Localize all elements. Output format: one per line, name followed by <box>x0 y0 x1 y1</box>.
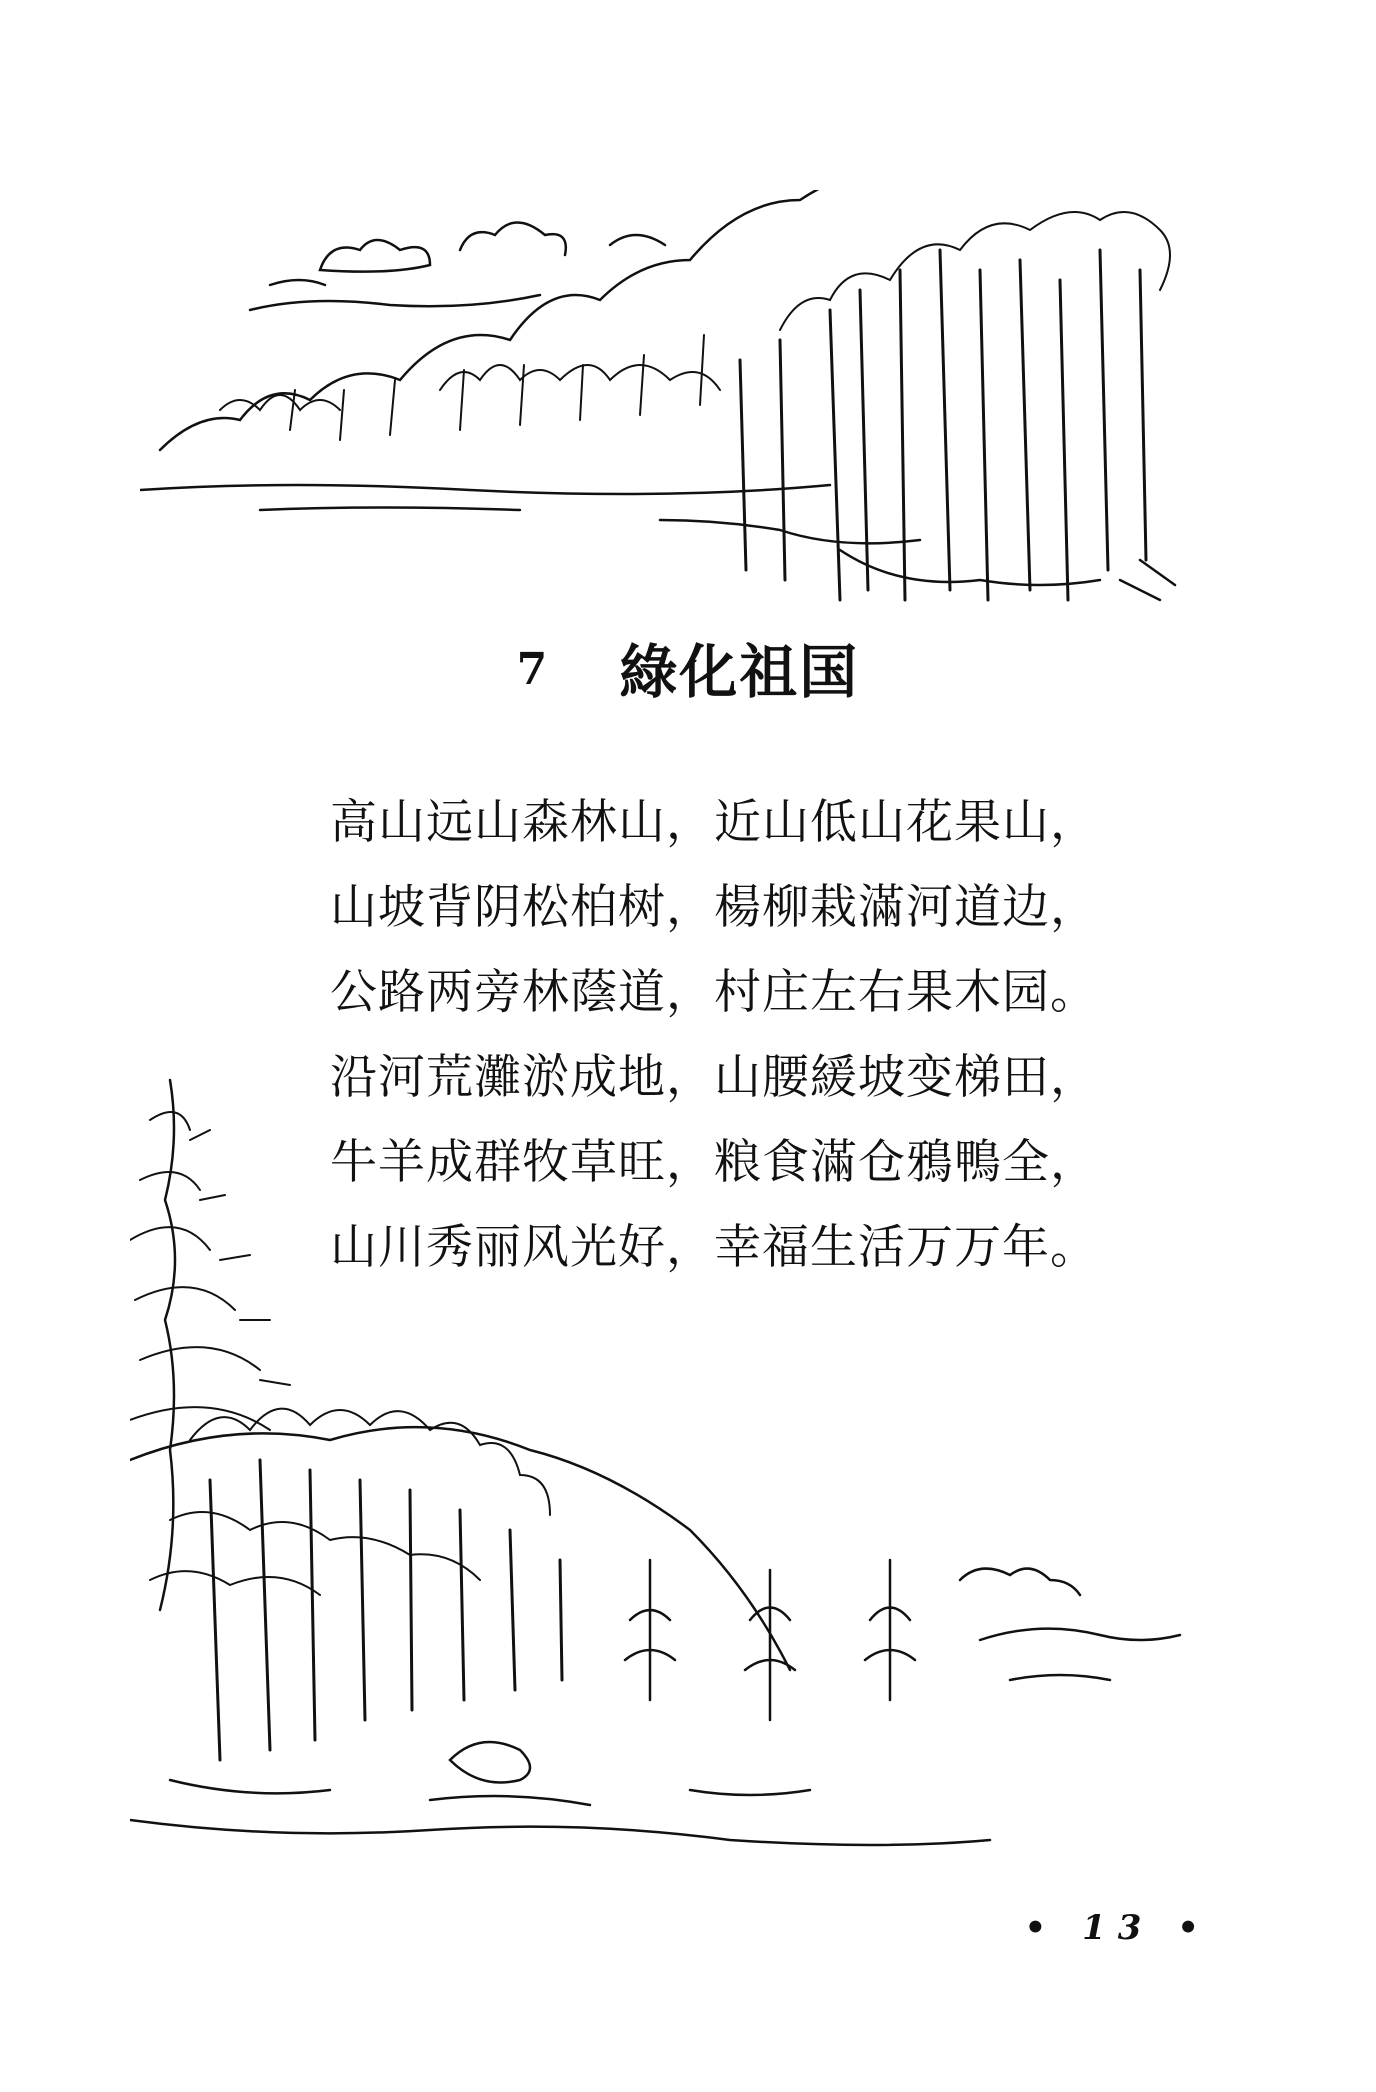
forest-slope-illustration <box>130 1060 1210 1910</box>
poem-line: 沿河荒灘淤成地，山腰緩坡变梯田， <box>330 1050 1098 1105</box>
poem-line: 高山远山森林山，近山低山花果山， <box>330 795 1098 850</box>
chapter-title: 綠化祖国 <box>619 638 860 706</box>
poem-line: 公路两旁林蔭道，村庄左右果木园。 <box>330 965 1098 1020</box>
chapter-number: 7 <box>516 644 550 695</box>
poem-line: 牛羊成群牧草旺，粮食滿仓鴉鴨全， <box>330 1135 1098 1190</box>
forest-landscape-illustration <box>140 190 1220 610</box>
page-number: • 13 • <box>1024 1908 1211 1948</box>
poem-line: 山坡背阴松柏树，楊柳栽滿河道边， <box>330 880 1098 935</box>
poem-line: 山川秀丽风光好，幸福生活万万年。 <box>330 1220 1098 1275</box>
chapter-heading <box>0 625 1376 709</box>
